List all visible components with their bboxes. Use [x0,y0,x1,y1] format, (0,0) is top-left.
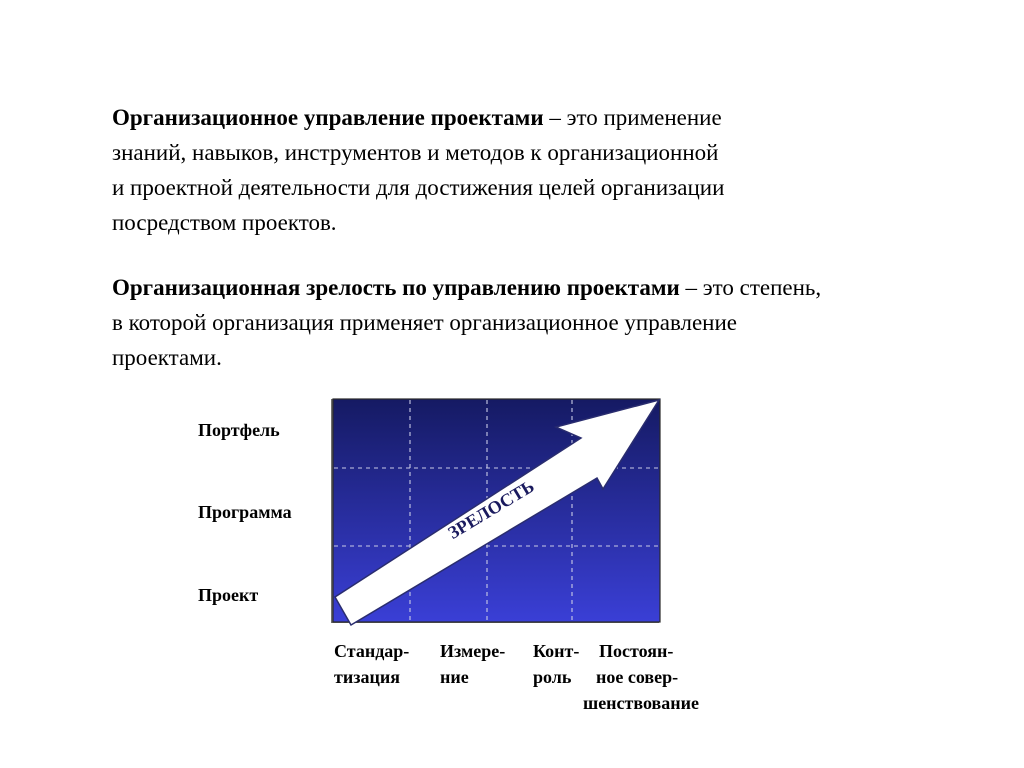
x-stage-line: ние [440,667,469,687]
x-stage-line: Постоян- [599,641,674,661]
definition-text: и проектной деятельности для достижения целей организации [112,175,725,200]
definition-text: в которой организация применяет организационное управление [112,310,738,335]
definition-text: проектами. [112,345,222,370]
x-stage-continuous-improvement [583,638,699,716]
y-level-project: Проект [198,585,259,605]
definition-term: Организационная зрелость по управлению проектами [112,275,680,300]
definition-text: – это применение [543,105,722,130]
x-stage-measurement [440,638,505,690]
x-stage-control [533,638,579,690]
x-stage-line: Стандар- [334,641,410,661]
arrow-label: ЗРЕЛОСТЬ [444,475,538,543]
x-stage-standardization [334,638,409,690]
definition-org-maturity [112,270,1012,375]
x-stage-line: ное совер- [596,667,679,687]
x-stage-line: Измере- [440,641,506,661]
definition-text: знаний, навыков, инструментов и методов к организационной [112,140,719,165]
x-stage-line: шенствование [583,693,699,713]
definition-text: – это степень, [679,275,822,300]
definition-org-project-management [112,100,892,240]
maturity-grid [330,398,665,628]
x-stage-line: тизация [334,667,400,687]
definition-term: Организационное управление проектами [112,105,544,130]
y-level-program: Программа [198,502,292,522]
x-stage-line: Конт- [533,641,580,661]
x-stage-line: роль [533,667,572,687]
y-level-portfolio: Портфель [198,420,280,440]
definition-text: посредством проектов. [112,210,337,235]
